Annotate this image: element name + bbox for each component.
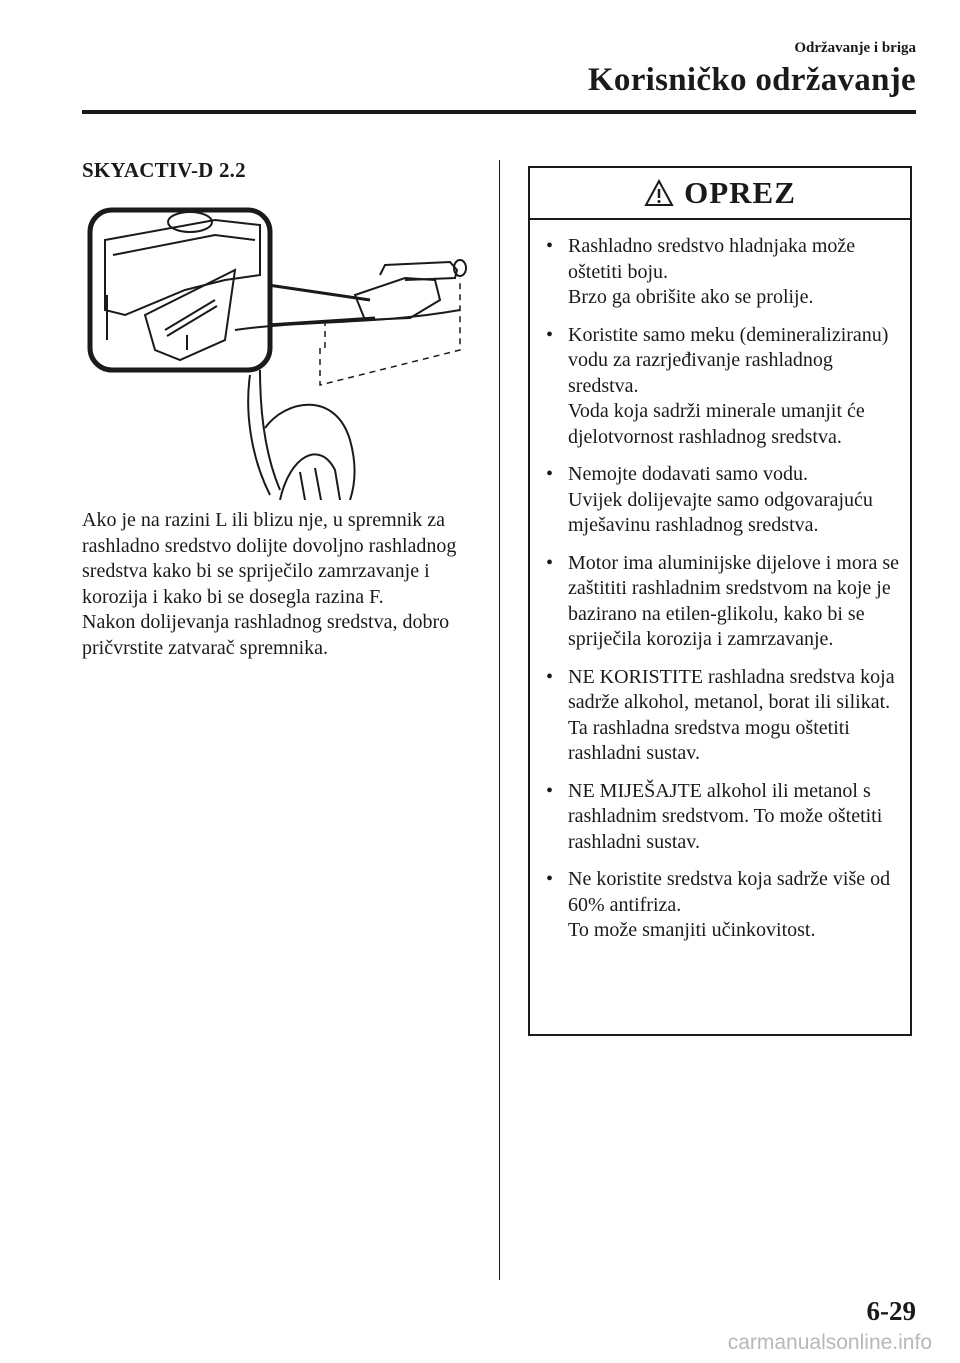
section-heading: SKYACTIV-D 2.2 bbox=[82, 158, 246, 182]
caution-box bbox=[528, 166, 912, 1036]
list-item bbox=[540, 551, 900, 653]
caution-text: NE KORISTITE rashladna sredstva koja sadrže alkohol, metanol, borat ili silikat. bbox=[568, 665, 895, 713]
bullet-icon: • bbox=[546, 323, 554, 346]
bullet-icon: • bbox=[546, 779, 554, 802]
caution-text: Rashladno sredstvo hladnjaka može oštetiti boju. bbox=[568, 235, 856, 283]
body-text bbox=[82, 508, 490, 661]
caution-text: Uvijek dolijevajte samo odgovarajuću mješavinu rashladnog sredstva. bbox=[568, 488, 873, 536]
warning-triangle-icon bbox=[644, 179, 674, 207]
caution-text: Ta rashladna sredstva mogu oštetiti rashladni sustav. bbox=[568, 716, 850, 764]
chapter-title: Održavanje i briga bbox=[794, 40, 916, 56]
caution-text: To može smanjiti učinkovitost. bbox=[568, 919, 816, 941]
caution-text: Koristite samo meku (demineraliziranu) vodu za razrjeđivanje rashladnog sredstva. bbox=[568, 323, 889, 397]
watermark: carmanualsonline.info bbox=[727, 1331, 932, 1354]
list-item bbox=[540, 462, 900, 539]
list-item bbox=[540, 867, 900, 944]
caution-title: OPREZ bbox=[684, 175, 796, 210]
list-item bbox=[540, 779, 900, 856]
caution-text: Brzo ga obrišite ako se prolije. bbox=[568, 286, 814, 308]
header-rule bbox=[82, 110, 916, 114]
bullet-icon: • bbox=[546, 235, 554, 257]
list-item bbox=[540, 234, 900, 311]
caution-text: Nemojte dodavati samo vodu. bbox=[568, 463, 808, 485]
column-divider bbox=[499, 160, 500, 1280]
body-paragraph: Ako je na razini L ili blizu nje, u spremnik za rashladno sredstvo dolijte dovoljno rashladnog sredstva kako bi se spriječilo zamrzavanje i korozija i kako bi se dosegla razina F. bbox=[82, 509, 457, 608]
bullet-icon: • bbox=[546, 868, 554, 890]
bullet-icon: • bbox=[546, 551, 554, 574]
bullet-icon: • bbox=[546, 665, 554, 688]
caution-list bbox=[530, 220, 910, 944]
caution-text: NE MIJEŠAJTE alkohol ili metanol s rashladnim sredstvom. To može oštetiti rashladni sustav. bbox=[568, 779, 883, 853]
caution-header bbox=[530, 168, 910, 220]
caution-text: Ne koristite sredstva koja sadrže više od 60% antifriza. bbox=[568, 868, 891, 916]
list-item bbox=[540, 323, 900, 451]
bullet-icon: • bbox=[546, 463, 554, 485]
caution-text: Motor ima aluminijske dijelove i mora se zaštititi rashladnim sredstvom na koje je bazirano na etilen-glikolu, kako bi se spriječila korozija i zamrzavanje. bbox=[568, 551, 900, 650]
list-item bbox=[540, 665, 900, 767]
page-title: Korisničko održavanje bbox=[587, 62, 916, 98]
caution-text: Voda koja sadrži minerale umanjit će djelotvornost rashladnog sredstva. bbox=[568, 400, 865, 448]
page-number: 6-29 bbox=[866, 1296, 916, 1326]
body-paragraph: Nakon dolijevanja rashladnog sredstva, dobro pričvrstite zatvarač spremnika. bbox=[82, 611, 450, 659]
coolant-reservoir-illustration bbox=[85, 200, 475, 500]
